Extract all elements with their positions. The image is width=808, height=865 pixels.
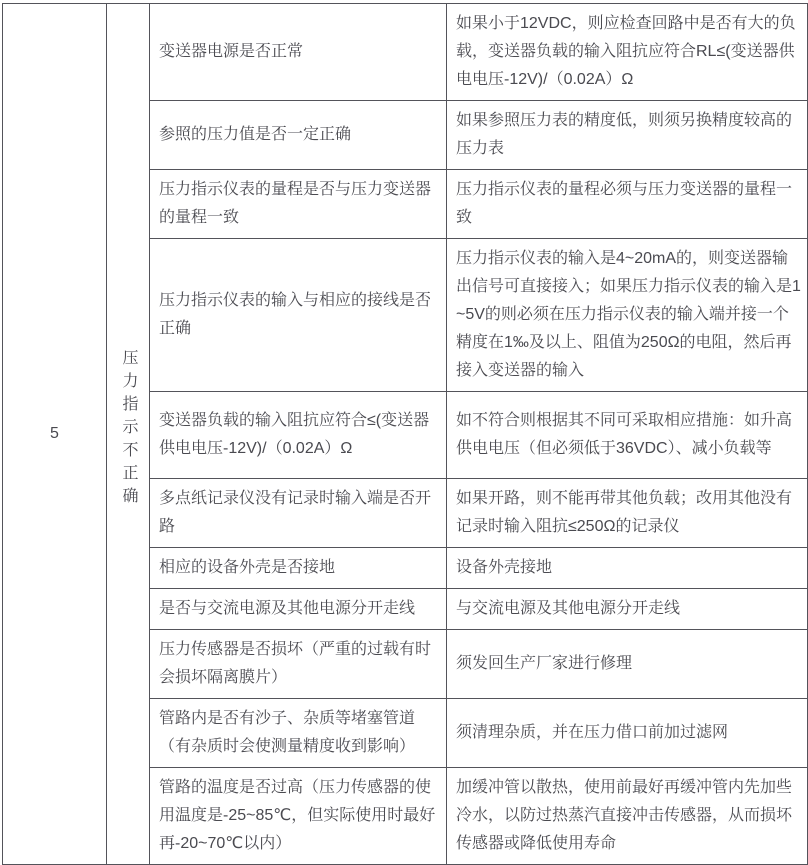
action-cell: 与交流电源及其他电源分开走线 — [447, 589, 808, 630]
action-cell: 须发回生产厂家进行修理 — [447, 630, 808, 699]
check-item-cell: 压力指示仪表的量程是否与压力变送器的量程一致 — [150, 170, 447, 239]
table-row — [3, 4, 808, 101]
fault-troubleshooting-table — [2, 3, 808, 865]
action-cell: 如果参照压力表的精度低，则须另换精度较高的压力表 — [447, 101, 808, 170]
check-item-cell: 是否与交流电源及其他电源分开走线 — [150, 589, 447, 630]
action-cell: 加缓冲管以散热，使用前最好再缓冲管内先加些冷水，以防过热蒸汽直接冲击传感器，从而损坏传感器或降低使用寿命 — [447, 768, 808, 865]
check-item-cell: 管路内是否有沙子、杂质等堵塞管道（有杂质时会使测量精度收到影响） — [150, 699, 447, 768]
check-item-cell: 参照的压力值是否一定正确 — [150, 101, 447, 170]
fault-category-cell — [107, 4, 150, 865]
check-item-cell: 压力传感器是否损坏（严重的过载有时会损坏隔离膜片） — [150, 630, 447, 699]
fault-number-cell: 5 — [3, 4, 107, 865]
fault-category-label: 压力指示不正确 — [120, 348, 137, 510]
action-cell: 须清理杂质，并在压力借口前加过滤网 — [447, 699, 808, 768]
action-cell: 压力指示仪表的量程必须与压力变送器的量程一致 — [447, 170, 808, 239]
action-cell: 如不符合则根据其不同可采取相应措施：如升高供电电压（但必须低于36VDC）、减小负载等 — [447, 392, 808, 479]
check-item-cell: 变送器电源是否正常 — [150, 4, 447, 101]
action-cell: 设备外壳接地 — [447, 548, 808, 589]
check-item-cell: 多点纸记录仪没有记录时输入端是否开路 — [150, 479, 447, 548]
check-item-cell: 相应的设备外壳是否接地 — [150, 548, 447, 589]
check-item-cell: 管路的温度是否过高（压力传感器的使用温度是-25~85℃，但实际使用时最好再-20~70℃以内） — [150, 768, 447, 865]
action-cell: 压力指示仪表的输入是4~20mA的，则变送器输出信号可直接接入；如果压力指示仪表的输入是1~5V的则必须在压力指示仪表的输入端并接一个精度在1‰及以上、阻值为250Ω的电阻，然后再接入变送器的输入 — [447, 239, 808, 392]
action-cell: 如果小于12VDC，则应检查回路中是否有大的负载，变送器负载的输入阻抗应符合RL≤(变送器供电电压-12V)/（0.02A）Ω — [447, 4, 808, 101]
check-item-cell: 变送器负载的输入阻抗应符合≤(变送器供电电压-12V)/（0.02A）Ω — [150, 392, 447, 479]
action-cell: 如果开路，则不能再带其他负载；改用其他没有记录时输入阻抗≤250Ω的记录仪 — [447, 479, 808, 548]
check-item-cell: 压力指示仪表的输入与相应的接线是否正确 — [150, 239, 447, 392]
